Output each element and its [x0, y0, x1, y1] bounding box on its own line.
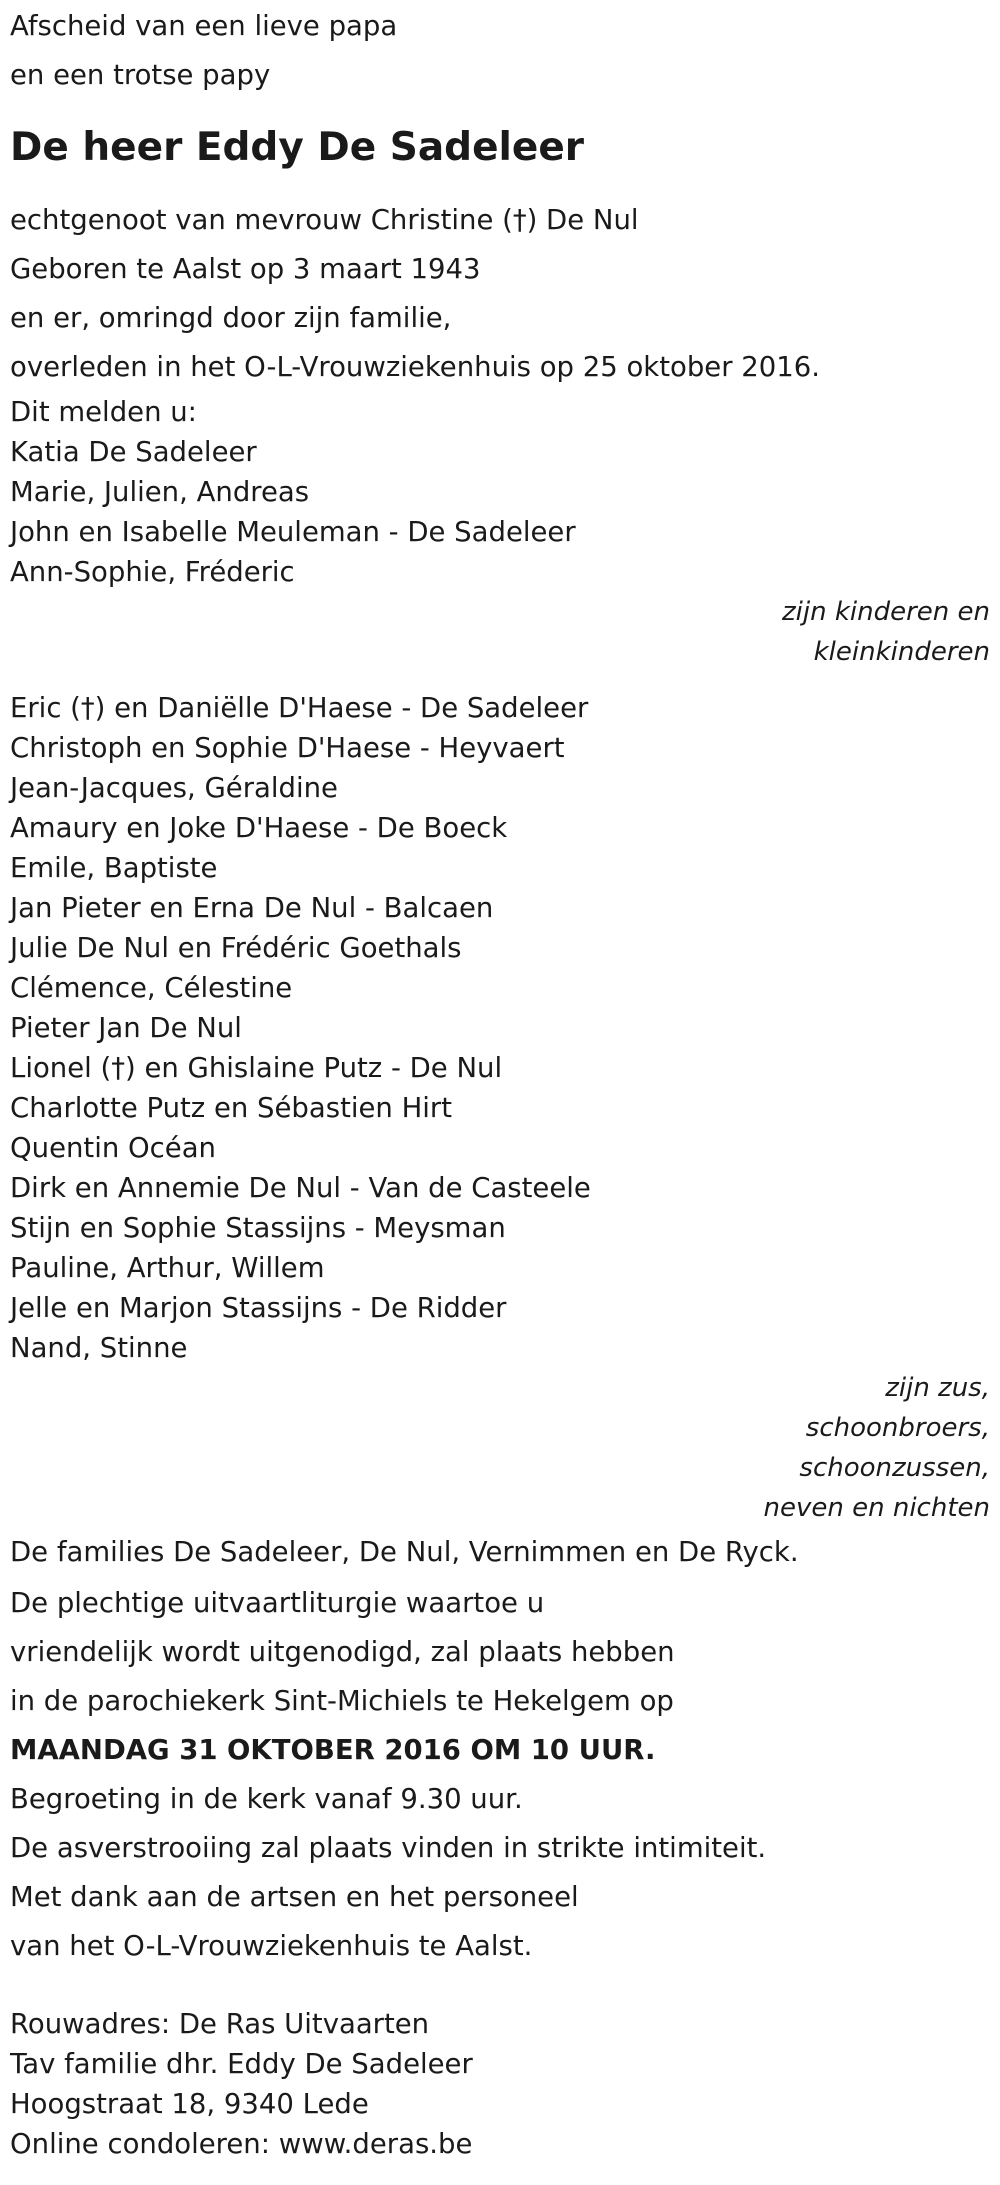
address-line: Tav familie dhr. Eddy De Sadeleer: [10, 2048, 473, 2080]
list-item: Emile, Baptiste: [10, 852, 218, 884]
closing-line: Met dank aan de artsen en het personeel: [10, 1881, 579, 1913]
list-item: Clémence, Célestine: [10, 972, 293, 1004]
spacer: [10, 1971, 990, 2004]
list-item: Pauline, Arthur, Willem: [10, 1252, 325, 1284]
ceremony-line: De plechtige uitvaartliturgie waartoe u: [10, 1587, 545, 1619]
children-list: [10, 432, 990, 592]
address-line: Hoogstraat 18, 9340 Lede: [10, 2088, 369, 2120]
list-item: Stijn en Sophie Stassijns - Meysman: [10, 1212, 506, 1244]
ceremony-text: [10, 1579, 990, 1775]
condolence-line: Online condoleren: www.deras.be: [10, 2128, 473, 2160]
announce-line: Dit melden u:: [10, 396, 197, 428]
closing-text: [10, 1775, 990, 1971]
ceremony-date: MAANDAG 31 OKTOBER 2016 OM 10 UUR.: [10, 1734, 656, 1766]
intro-line: en een trotse papy: [10, 59, 271, 91]
children-role: [10, 592, 990, 672]
list-item: Eric (†) en Daniëlle D'Haese - De Sadeleer: [10, 692, 589, 724]
role-line: schoonzussen,: [799, 1453, 990, 1483]
address-line: Rouwadres: De Ras Uitvaarten: [10, 2008, 430, 2040]
detail-line: echtgenoot van mevrouw Christine (†) De Nul: [10, 204, 639, 236]
list-item: Christoph en Sophie D'Haese - Heyvaert: [10, 732, 565, 764]
deceased-name: De heer Eddy De Sadeleer: [10, 125, 585, 170]
relatives-list: [10, 688, 990, 1368]
list-item: Nand, Stinne: [10, 1332, 188, 1364]
ceremony-line: in de parochiekerk Sint-Michiels te Hekelgem op: [10, 1685, 674, 1717]
list-item: Jean-Jacques, Géraldine: [10, 772, 338, 804]
obituary-notice: [10, 0, 990, 2164]
detail-line: Geboren te Aalst op 3 maart 1943: [10, 253, 481, 285]
intro-line: Afscheid van een lieve papa: [10, 10, 398, 42]
ceremony-line: vriendelijk wordt uitgenodigd, zal plaats hebben: [10, 1636, 675, 1668]
list-item: Jan Pieter en Erna De Nul - Balcaen: [10, 892, 494, 924]
closing-line: De asverstrooiing zal plaats vinden in strikte intimiteit.: [10, 1832, 767, 1864]
role-line: schoonbroers,: [805, 1413, 990, 1443]
list-item: Charlotte Putz en Sébastien Hirt: [10, 1092, 452, 1124]
detail-line: overleden in het O-L-Vrouwziekenhuis op 25 oktober 2016.: [10, 351, 820, 383]
relatives-role: [10, 1368, 990, 1528]
list-item: Dirk en Annemie De Nul - Van de Casteele: [10, 1172, 591, 1204]
list-item: Quentin Océan: [10, 1132, 216, 1164]
list-item: Amaury en Joke D'Haese - De Boeck: [10, 812, 508, 844]
list-item: Ann-Sophie, Fréderic: [10, 556, 295, 588]
list-item: Pieter Jan De Nul: [10, 1012, 242, 1044]
closing-line: van het O-L-Vrouwziekenhuis te Aalst.: [10, 1930, 533, 1962]
role-line: zijn zus,: [885, 1373, 990, 1403]
funeral-address: [10, 2004, 990, 2164]
families-line: De families De Sadeleer, De Nul, Vernimmen en De Ryck.: [10, 1536, 799, 1568]
list-item: Marie, Julien, Andreas: [10, 476, 310, 508]
spacer: [10, 672, 990, 688]
role-line: zijn kinderen en: [782, 597, 990, 627]
closing-line: Begroeting in de kerk vanaf 9.30 uur.: [10, 1783, 523, 1815]
role-line: neven en nichten: [763, 1493, 990, 1523]
list-item: Julie De Nul en Frédéric Goethals: [10, 932, 462, 964]
list-item: John en Isabelle Meuleman - De Sadeleer: [10, 516, 576, 548]
list-item: Katia De Sadeleer: [10, 436, 257, 468]
detail-line: en er, omringd door zijn familie,: [10, 302, 452, 334]
list-item: Lionel (†) en Ghislaine Putz - De Nul: [10, 1052, 503, 1084]
role-line: kleinkinderen: [813, 637, 990, 667]
list-item: Jelle en Marjon Stassijns - De Ridder: [10, 1292, 507, 1324]
